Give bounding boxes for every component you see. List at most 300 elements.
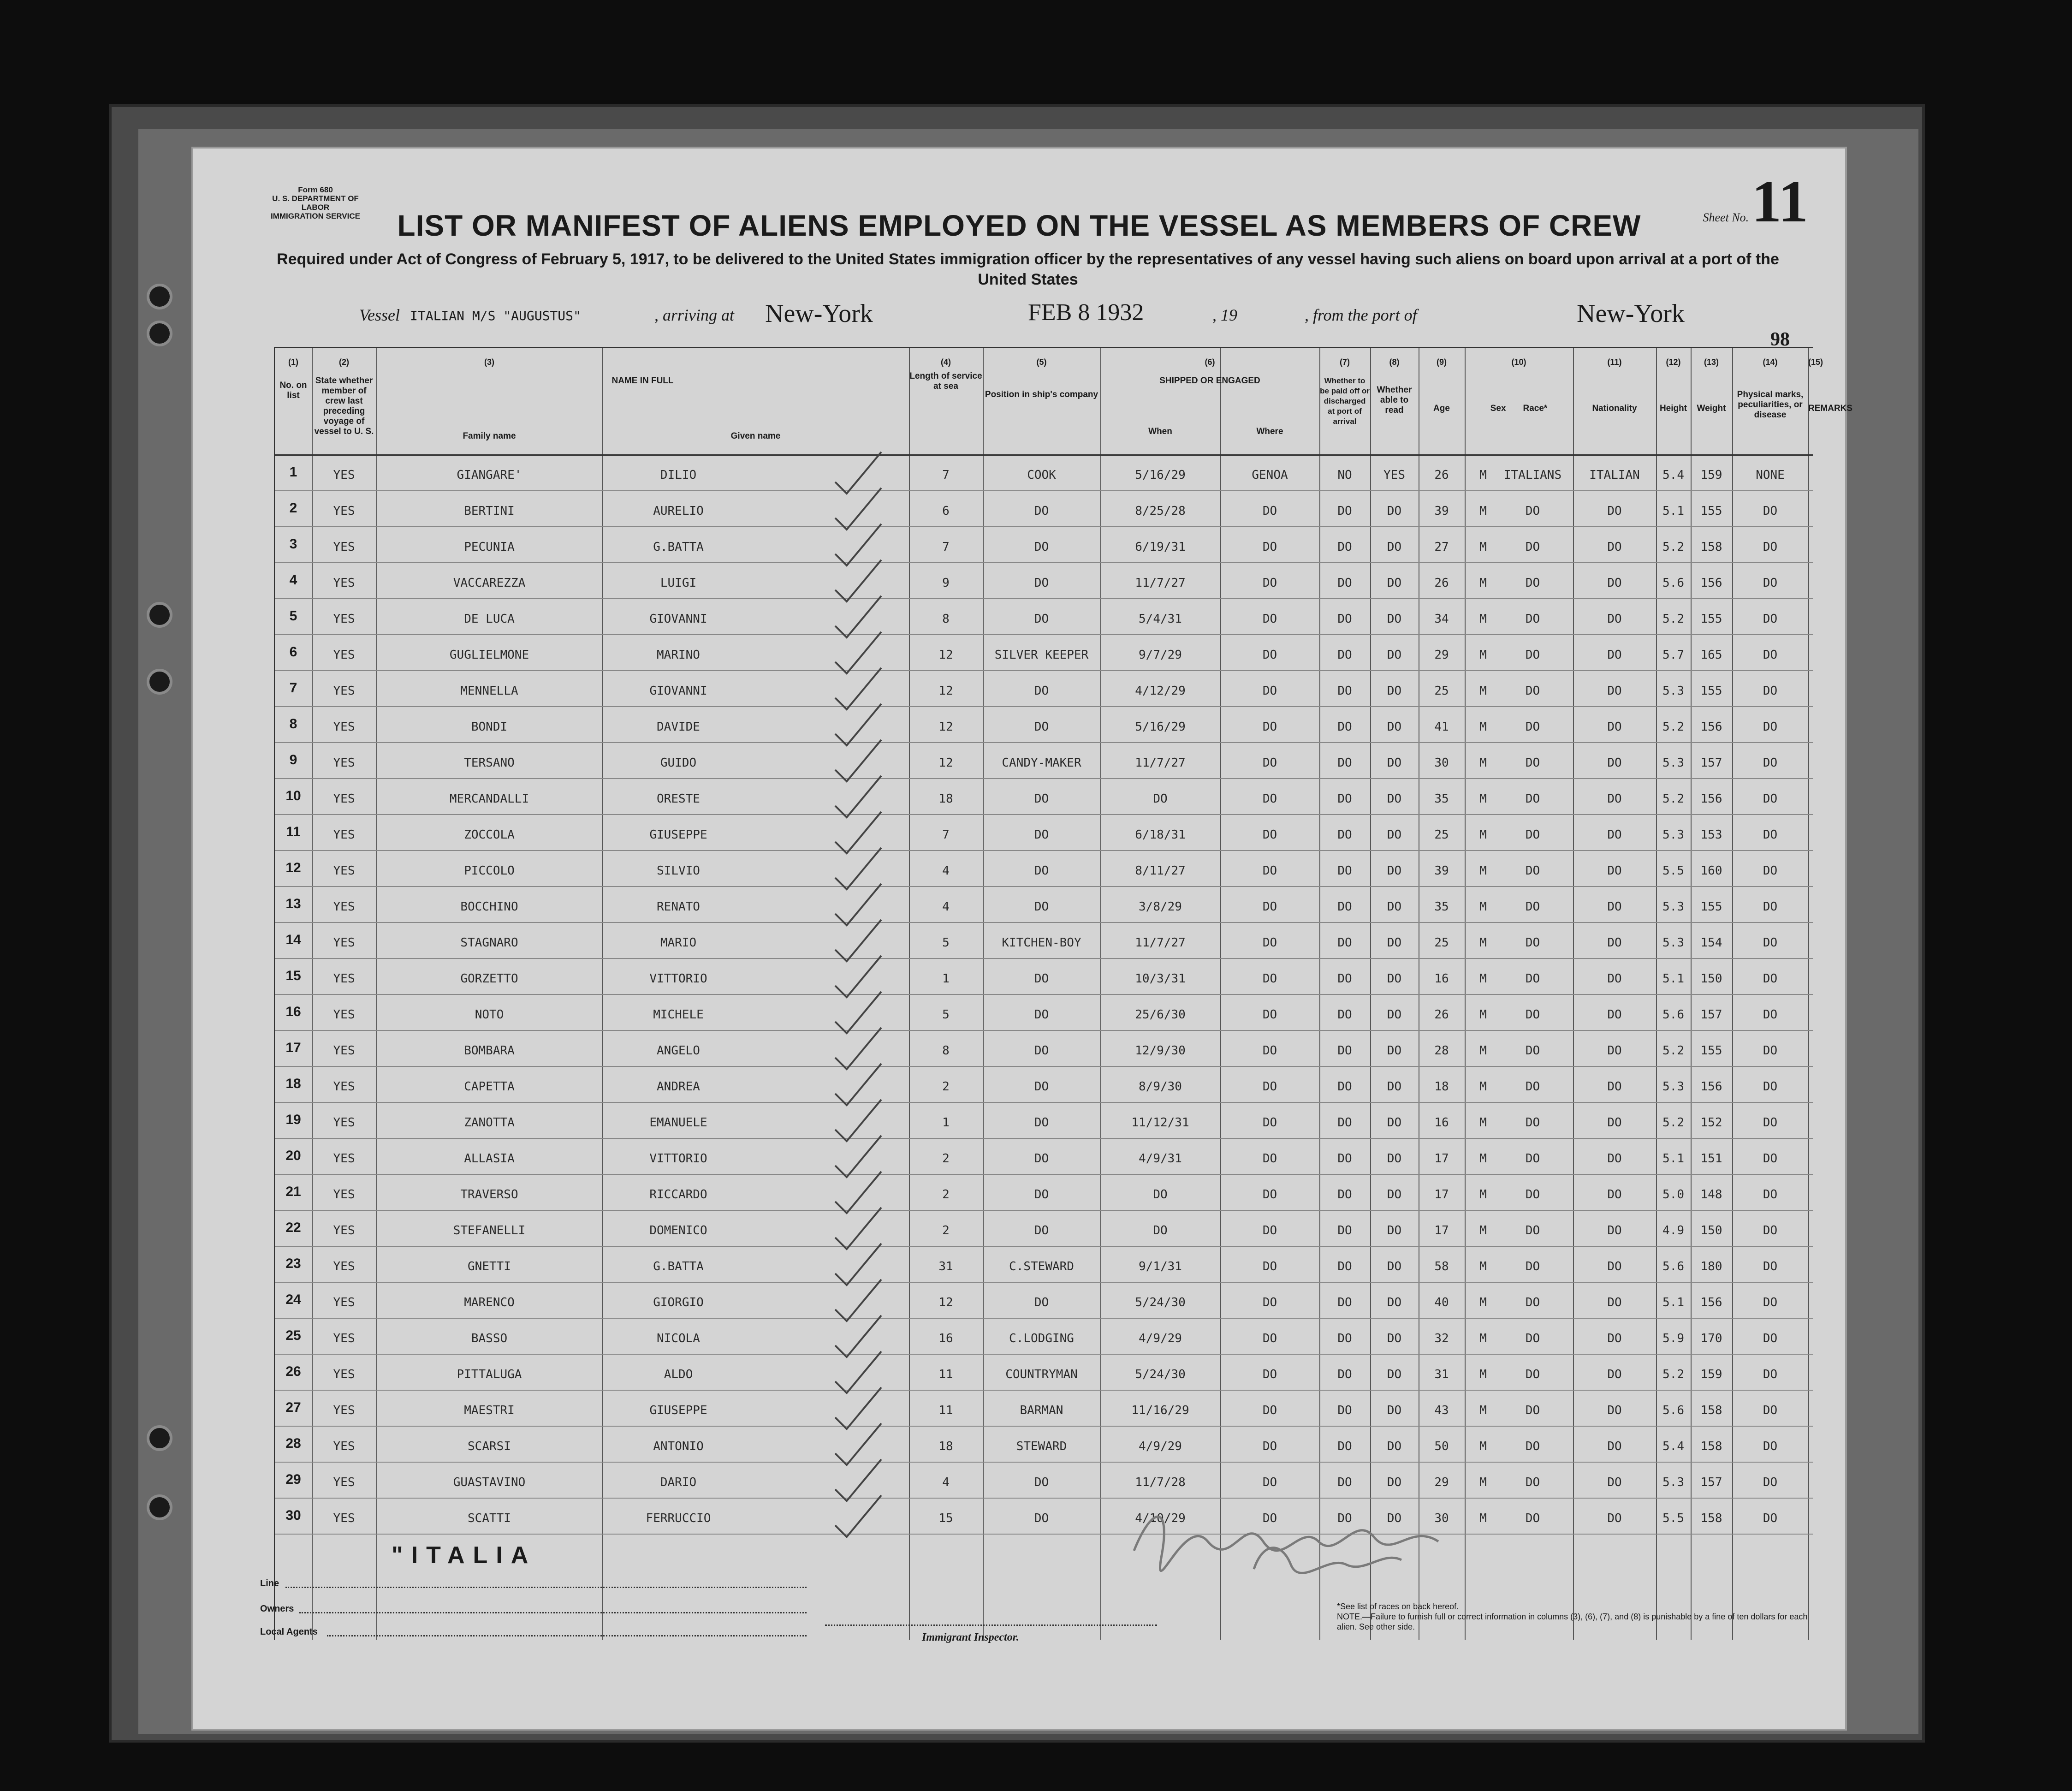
cell-sex: M [1479, 1152, 1487, 1166]
cell-where: DO [1262, 684, 1277, 698]
cell-race: DO [1525, 612, 1540, 626]
cell-paid: DO [1337, 1116, 1352, 1130]
cell-where: DO [1262, 1152, 1277, 1166]
col-num-1: (1) [288, 357, 298, 367]
cell-when: 4/9/29 [1139, 1440, 1182, 1453]
cell-race: DO [1525, 576, 1540, 590]
cell-marks: DO [1763, 1260, 1778, 1273]
row-divider [275, 850, 1813, 851]
cell-family: SCATTI [468, 1511, 511, 1525]
cell-family: GIANGARE' [457, 468, 522, 482]
cell-age: 32 [1434, 1332, 1449, 1345]
cell-where: DO [1262, 1008, 1277, 1022]
cell-race: DO [1525, 1440, 1540, 1453]
cell-read: DO [1387, 936, 1402, 950]
cell-family: GORZETTO [460, 972, 518, 986]
cell-prev: YES [333, 864, 355, 878]
row-divider [275, 490, 1813, 491]
cell-nat: DO [1607, 648, 1622, 662]
cell-marks: DO [1763, 648, 1778, 662]
row-number: 3 [289, 536, 297, 552]
cell-position: DO [1034, 576, 1049, 590]
cell-height: 5.3 [1662, 756, 1684, 770]
cell-position: DO [1034, 828, 1049, 842]
cell-nat: DO [1607, 1296, 1622, 1309]
cell-service: 8 [942, 612, 950, 626]
cell-weight: 158 [1700, 540, 1722, 554]
cell-weight: 158 [1700, 1511, 1722, 1525]
cell-age: 16 [1434, 972, 1449, 986]
cell-when: 5/16/29 [1135, 468, 1186, 482]
cell-marks: DO [1763, 1224, 1778, 1238]
cell-marks: DO [1763, 828, 1778, 842]
cell-age: 50 [1434, 1440, 1449, 1453]
cell-height: 5.6 [1662, 1008, 1684, 1022]
from-label: , from the port of [1305, 306, 1417, 324]
col-head-when: When [1148, 427, 1172, 436]
cell-read: DO [1387, 1188, 1402, 1202]
row-number: 5 [289, 608, 297, 624]
cell-family: PITTALUGA [457, 1368, 522, 1381]
cell-height: 5.1 [1662, 1296, 1684, 1309]
cell-height: 5.0 [1662, 1188, 1684, 1202]
row-number: 20 [285, 1148, 301, 1163]
cell-sex: M [1479, 936, 1487, 950]
cell-sex: M [1479, 684, 1487, 698]
col-num-8: (8) [1389, 357, 1400, 367]
cell-read: DO [1387, 720, 1402, 734]
cell-nat: DO [1607, 828, 1622, 842]
cell-age: 25 [1434, 936, 1449, 950]
cell-where: DO [1262, 1511, 1277, 1525]
cell-nat: DO [1607, 1332, 1622, 1345]
cell-when: 8/25/28 [1135, 504, 1186, 518]
cell-height: 5.5 [1662, 864, 1684, 878]
cell-when: 11/7/27 [1135, 576, 1186, 590]
agents-dotted [327, 1635, 807, 1636]
cell-marks: DO [1763, 1511, 1778, 1525]
footnote [1337, 1601, 1821, 1632]
row-divider [275, 1462, 1813, 1463]
cell-marks: DO [1763, 864, 1778, 878]
cell-weight: 153 [1700, 828, 1722, 842]
cell-age: 17 [1434, 1188, 1449, 1202]
cell-read: DO [1387, 612, 1402, 626]
form-id: Form 680 [298, 185, 333, 194]
cell-age: 35 [1434, 792, 1449, 806]
cell-sex: M [1479, 648, 1487, 662]
cell-race: DO [1525, 1188, 1540, 1202]
col-head-no: No. on list [279, 381, 307, 400]
cell-height: 5.2 [1662, 792, 1684, 806]
cell-position: DO [1034, 864, 1049, 878]
col-head-sex-race [1465, 404, 1573, 414]
check-mark-icon [831, 1493, 886, 1544]
cell-race: DO [1525, 972, 1540, 986]
cell-nat: DO [1607, 1116, 1622, 1130]
cell-weight: 156 [1700, 720, 1722, 734]
cell-nat: ITALIAN [1589, 468, 1640, 482]
cell-paid: NO [1337, 468, 1352, 482]
cell-paid: DO [1337, 540, 1352, 554]
cell-given: GIUSEPPE [649, 1404, 707, 1417]
cell-age: 26 [1434, 576, 1449, 590]
row-divider [275, 670, 1813, 671]
cell-position: DO [1034, 1188, 1049, 1202]
cell-weight: 157 [1700, 756, 1722, 770]
cell-height: 5.6 [1662, 576, 1684, 590]
vessel-line [359, 301, 1835, 328]
cell-prev: YES [333, 1476, 355, 1489]
cell-read: DO [1387, 972, 1402, 986]
dept-line1: U. S. DEPARTMENT OF LABOR [272, 194, 359, 212]
cell-family: STAGNARO [460, 936, 518, 950]
cell-marks: DO [1763, 612, 1778, 626]
cell-weight: 160 [1700, 864, 1722, 878]
cell-paid: DO [1337, 900, 1352, 914]
cell-service: 11 [938, 1404, 953, 1417]
cell-marks: DO [1763, 576, 1778, 590]
cell-paid: DO [1337, 1188, 1352, 1202]
row-divider [275, 922, 1813, 923]
cell-sex: M [1479, 576, 1487, 590]
sheet-no-label: Sheet No. [1703, 211, 1749, 224]
cell-race: DO [1525, 792, 1540, 806]
cell-read: DO [1387, 1368, 1402, 1381]
cell-position: DO [1034, 972, 1049, 986]
cell-when: 9/7/29 [1139, 648, 1182, 662]
cell-sex: M [1479, 1080, 1487, 1094]
cell-position: DO [1034, 792, 1049, 806]
cell-height: 5.3 [1662, 828, 1684, 842]
cell-marks: DO [1763, 684, 1778, 698]
cell-family: TERSANO [464, 756, 515, 770]
cell-race: DO [1525, 864, 1540, 878]
cell-sex: M [1479, 1368, 1487, 1381]
col-head-given: Given name [730, 431, 781, 441]
cell-position: DO [1034, 1296, 1049, 1309]
cell-prev: YES [333, 1044, 355, 1058]
cell-paid: DO [1337, 1224, 1352, 1238]
cell-nat: DO [1607, 1511, 1622, 1525]
cell-given: DAVIDE [657, 720, 700, 734]
cell-nat: DO [1607, 936, 1622, 950]
cell-weight: 155 [1700, 1044, 1722, 1058]
cell-when: 5/24/30 [1135, 1368, 1186, 1381]
cell-nat: DO [1607, 612, 1622, 626]
cell-weight: 156 [1700, 576, 1722, 590]
cell-given: G.BATTA [653, 540, 704, 554]
cell-service: 7 [942, 468, 950, 482]
cell-service: 2 [942, 1188, 950, 1202]
col-num-2: (2) [339, 357, 349, 367]
cell-paid: DO [1337, 684, 1352, 698]
row-number: 29 [285, 1472, 301, 1487]
cell-read: DO [1387, 1080, 1402, 1094]
cell-read: DO [1387, 900, 1402, 914]
col-head-height: Height [1659, 404, 1687, 413]
col-head-weight: Weight [1697, 404, 1726, 413]
row-number: 25 [285, 1328, 301, 1343]
cell-prev: YES [333, 504, 355, 518]
cell-position: CANDY-MAKER [1002, 756, 1081, 770]
cell-given: AURELIO [653, 504, 704, 518]
col-num-7: (7) [1340, 357, 1350, 367]
cell-nat: DO [1607, 1260, 1622, 1273]
cell-height: 5.3 [1662, 1476, 1684, 1489]
cell-service: 31 [938, 1260, 953, 1273]
cell-age: 25 [1434, 684, 1449, 698]
cell-weight: 159 [1700, 468, 1722, 482]
binder-hole [147, 602, 172, 628]
row-divider [275, 1534, 1813, 1535]
cell-prev: YES [333, 1296, 355, 1309]
vessel-name: ITALIAN M/S "AUGUSTUS" [410, 308, 581, 323]
cell-prev: YES [333, 1188, 355, 1202]
cell-service: 4 [942, 1476, 950, 1489]
cell-height: 5.7 [1662, 648, 1684, 662]
row-divider [275, 562, 1813, 563]
row-number: 28 [285, 1436, 301, 1451]
cell-nat: DO [1607, 900, 1622, 914]
row-divider [275, 706, 1813, 707]
cell-given: MICHELE [653, 1008, 704, 1022]
cell-age: 43 [1434, 1404, 1449, 1417]
cell-read: YES [1383, 468, 1405, 482]
cell-where: DO [1262, 1332, 1277, 1345]
cell-height: 5.2 [1662, 1116, 1684, 1130]
row-number: 22 [285, 1220, 301, 1235]
cell-marks: DO [1763, 504, 1778, 518]
cell-paid: DO [1337, 1332, 1352, 1345]
cell-age: 31 [1434, 1368, 1449, 1381]
cell-read: DO [1387, 1224, 1402, 1238]
cell-family: VACCAREZZA [453, 576, 526, 590]
cell-when: DO [1153, 1188, 1168, 1202]
cell-read: DO [1387, 504, 1402, 518]
cell-marks: DO [1763, 756, 1778, 770]
cell-nat: DO [1607, 792, 1622, 806]
binder-hole [147, 669, 172, 695]
cell-position: COOK [1027, 468, 1056, 482]
cell-service: 2 [942, 1152, 950, 1166]
cell-race: DO [1525, 900, 1540, 914]
cell-family: PICCOLO [464, 864, 515, 878]
binder-hole [147, 1494, 172, 1520]
cell-height: 5.2 [1662, 540, 1684, 554]
cell-where: DO [1262, 1368, 1277, 1381]
cell-marks: DO [1763, 1152, 1778, 1166]
row-number: 16 [285, 1004, 301, 1019]
cell-given: GIUSEPPE [649, 828, 707, 842]
row-divider [275, 598, 1813, 599]
row-divider [275, 1282, 1813, 1283]
cell-family: MENNELLA [460, 684, 518, 698]
cell-given: VITTORIO [649, 1152, 707, 1166]
sheet-no-value: 11 [1751, 168, 1808, 235]
cell-prev: YES [333, 540, 355, 554]
cell-position: STEWARD [1016, 1440, 1067, 1453]
col-head-name: NAME IN FULL [612, 376, 674, 386]
cell-where: DO [1262, 1296, 1277, 1309]
cell-race: DO [1525, 1116, 1540, 1130]
inspector-signature [1116, 1486, 1577, 1578]
col-head-service: Length of service at sea [909, 371, 982, 391]
cell-marks: DO [1763, 900, 1778, 914]
row-number: 30 [285, 1508, 301, 1523]
cell-height: 5.6 [1662, 1404, 1684, 1417]
manifest-table [274, 347, 1853, 1640]
cell-prev: YES [333, 684, 355, 698]
cell-race: DO [1525, 1080, 1540, 1094]
cell-prev: YES [333, 1116, 355, 1130]
cell-paid: DO [1337, 1476, 1352, 1489]
cell-position: DO [1034, 900, 1049, 914]
cell-family: STEFANELLI [453, 1224, 526, 1238]
cell-family: ALLASIA [464, 1152, 515, 1166]
cell-nat: DO [1607, 756, 1622, 770]
cell-marks: DO [1763, 720, 1778, 734]
page-title: LIST OR MANIFEST OF ALIENS EMPLOYED ON THE VESSEL AS MEMBERS OF CREW [397, 209, 1641, 242]
cell-race: DO [1525, 936, 1540, 950]
cell-weight: 158 [1700, 1404, 1722, 1417]
row-divider [275, 778, 1813, 779]
cell-prev: YES [333, 1152, 355, 1166]
cell-given: GUIDO [660, 756, 697, 770]
cell-race: ITALIANS [1503, 468, 1562, 482]
col-num-10: (10) [1511, 357, 1526, 367]
row-divider [275, 886, 1813, 887]
cell-given: MARIO [660, 936, 697, 950]
cell-where: DO [1262, 720, 1277, 734]
cell-when: 11/7/28 [1135, 1476, 1186, 1489]
cell-family: TRAVERSO [460, 1188, 518, 1202]
cell-weight: 156 [1700, 792, 1722, 806]
cell-weight: 152 [1700, 1116, 1722, 1130]
cell-height: 5.6 [1662, 1260, 1684, 1273]
cell-prev: YES [333, 1511, 355, 1525]
cell-read: DO [1387, 1296, 1402, 1309]
cell-paid: DO [1337, 1008, 1352, 1022]
cell-race: DO [1525, 720, 1540, 734]
cell-when: 6/18/31 [1135, 828, 1186, 842]
cell-marks: DO [1763, 1332, 1778, 1345]
cell-height: 5.2 [1662, 1044, 1684, 1058]
cell-given: LUIGI [660, 576, 697, 590]
arrival-date: FEB 8 1932 [1028, 299, 1144, 326]
cell-paid: DO [1337, 1404, 1352, 1417]
row-number: 27 [285, 1400, 301, 1415]
cell-service: 12 [938, 720, 953, 734]
cell-nat: DO [1607, 504, 1622, 518]
arriving-port: New-York [765, 299, 873, 328]
cell-nat: DO [1607, 1152, 1622, 1166]
col-num-13: (13) [1704, 357, 1719, 367]
agents-label: Local Agents [260, 1627, 318, 1637]
row-divider [275, 742, 1813, 743]
cell-service: 1 [942, 1116, 950, 1130]
cell-nat: DO [1607, 1404, 1622, 1417]
cell-race: DO [1525, 1511, 1540, 1525]
cell-race: DO [1525, 828, 1540, 842]
cell-sex: M [1479, 612, 1487, 626]
cell-prev: YES [333, 720, 355, 734]
inspector-line [825, 1624, 1157, 1626]
row-divider [275, 634, 1813, 635]
cell-marks: DO [1763, 1440, 1778, 1453]
cell-weight: 180 [1700, 1260, 1722, 1273]
line-label: Line [260, 1578, 279, 1589]
cell-position: DO [1034, 1511, 1049, 1525]
cell-paid: DO [1337, 1368, 1352, 1381]
cell-height: 5.2 [1662, 720, 1684, 734]
cell-marks: DO [1763, 1188, 1778, 1202]
cell-service: 16 [938, 1332, 953, 1345]
cell-where: DO [1262, 1476, 1277, 1489]
cell-nat: DO [1607, 1008, 1622, 1022]
cell-family: DE LUCA [464, 612, 515, 626]
cell-sex: M [1479, 1224, 1487, 1238]
cell-paid: DO [1337, 1296, 1352, 1309]
cell-race: DO [1525, 1260, 1540, 1273]
cell-prev: YES [333, 612, 355, 626]
col-head-marks: Physical marks, peculiarities, or disease [1737, 390, 1804, 420]
inspector-label: Immigrant Inspector. [922, 1631, 1019, 1643]
cell-family: ZANOTTA [464, 1116, 515, 1130]
cell-family: ZOCCOLA [464, 828, 515, 842]
cell-race: DO [1525, 1404, 1540, 1417]
cell-marks: DO [1763, 1080, 1778, 1094]
cell-where: DO [1262, 1224, 1277, 1238]
cell-marks: DO [1763, 936, 1778, 950]
cell-prev: YES [333, 1080, 355, 1094]
line-dotted [285, 1587, 807, 1588]
cell-weight: 155 [1700, 612, 1722, 626]
cell-age: 40 [1434, 1296, 1449, 1309]
cell-read: DO [1387, 756, 1402, 770]
cell-position: SILVER KEEPER [994, 648, 1089, 662]
cell-when: 4/9/31 [1139, 1152, 1182, 1166]
cell-marks: NONE [1756, 468, 1785, 482]
cell-prev: YES [333, 1440, 355, 1453]
row-number: 17 [285, 1040, 301, 1055]
row-number: 4 [289, 572, 297, 588]
cell-when: 5/16/29 [1135, 720, 1186, 734]
cell-paid: DO [1337, 720, 1352, 734]
cell-sex: M [1479, 1511, 1487, 1525]
cell-when: 9/1/31 [1139, 1260, 1182, 1273]
cell-when: DO [1153, 792, 1168, 806]
cell-when: 11/12/31 [1131, 1116, 1189, 1130]
cell-prev: YES [333, 936, 355, 950]
cell-sex: M [1479, 504, 1487, 518]
cell-when: 12/9/30 [1135, 1044, 1186, 1058]
cell-given: FERRUCCIO [646, 1511, 711, 1525]
cell-sex: M [1479, 828, 1487, 842]
cell-nat: DO [1607, 720, 1622, 734]
cell-paid: DO [1337, 828, 1352, 842]
cell-service: 2 [942, 1080, 950, 1094]
cell-paid: DO [1337, 612, 1352, 626]
owners-label: Owners [260, 1604, 294, 1614]
row-number: 21 [285, 1184, 301, 1199]
cell-nat: DO [1607, 1188, 1622, 1202]
cell-family: CAPETTA [464, 1080, 515, 1094]
cell-prev: YES [333, 828, 355, 842]
cell-given: SILVIO [657, 864, 700, 878]
row-divider [275, 1390, 1813, 1391]
cell-sex: M [1479, 1404, 1487, 1417]
